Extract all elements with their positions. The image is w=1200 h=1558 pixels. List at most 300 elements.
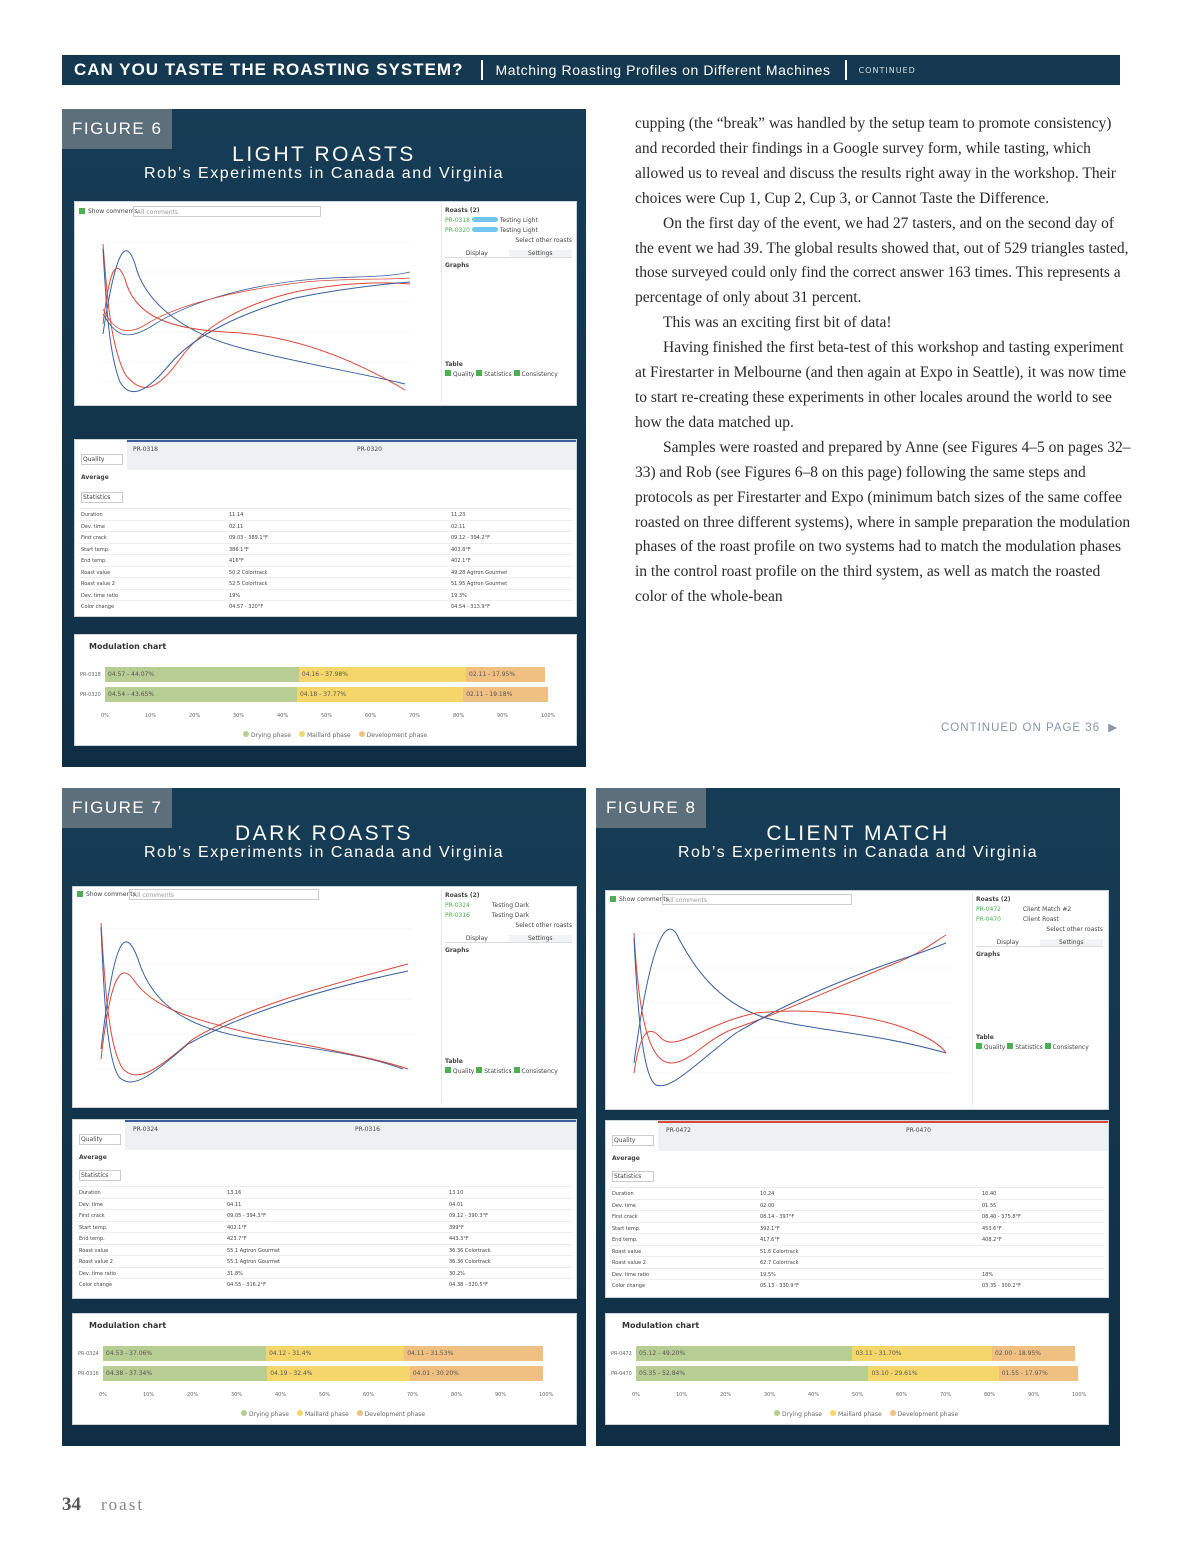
legend-label: Development phase [897,1411,959,1418]
table-row [610,1222,1104,1234]
statistics-checkbox[interactable] [1007,1043,1013,1049]
consistency-checkbox[interactable] [514,370,520,376]
figure-tag: FIGURE 6 [62,109,172,149]
row-label: End temp. [81,558,107,564]
axis-tick-label: 30% [233,713,245,719]
quality-checkbox[interactable] [445,370,451,376]
table-label: Table [445,1058,463,1065]
show-comments-checkbox[interactable] [79,208,85,214]
axis-tick-label: 10% [676,1392,688,1398]
header-divider [481,60,483,80]
roast-item[interactable]: PR-0316 Testing Dark [445,912,530,919]
consistency-checkbox[interactable] [1045,1043,1051,1049]
modulation-bars [75,635,576,745]
average-label: Average [79,1154,107,1161]
paragraph: This was an exciting first bit of data! [663,314,892,332]
show-comments-label: Show comments [86,891,136,898]
table-col-roast: PR-0472 [666,1127,691,1134]
statistics-table-card [72,1119,577,1299]
legend-label: Maillard phase [304,1411,349,1418]
cell-value: 13.16 [227,1190,242,1196]
modulation-chart-title: Modulation chart [622,1321,700,1330]
modulation-row-label: PR-0470 [611,1371,632,1377]
cell-value: 03.35 - 300.2°F [982,1283,1021,1289]
bean-temp-red [103,244,410,388]
modulation-row-label: PR-0316 [78,1371,99,1377]
figure-subtitle: Rob’s Experiments in Canada and Virginia [677,844,1039,861]
table-row [79,600,572,612]
table-row [77,1186,572,1198]
table-options: Quality Statistics Consistency [445,1067,572,1075]
axis-tick-label: 10% [145,713,157,719]
development-phase-bar: 02.11 - 17.95% [466,667,545,682]
roast-curve-chart [616,913,961,1106]
modulation-legend [766,1410,958,1418]
table-row [79,589,572,601]
modulation-row-label: PR-0324 [78,1351,99,1357]
cell-value: 36.36 Colortrack [449,1259,491,1265]
row-label: Dev. time ratio [612,1271,650,1278]
axis-tick-label: 100% [541,713,556,719]
row-label: Dev. time [79,1201,103,1208]
paragraph: cupping (the “break” was handled by the setup team to promote consistency) and recorded their findings in a Google survey form, while tasting, which allowed us to reveal and discuss the results right away in the workshop. Their choices were Cup 1, Cup 2, Cup 3, or Cannot Taste the Difference. [635,115,1116,207]
drying-phase-bar: 04.54 - 43.65% [105,687,297,702]
row-label: Dev. time ratio [81,592,119,599]
legend-label: Maillard phase [306,732,351,739]
axis-tick-label: 10% [143,1392,155,1398]
axis-tick-label: 50% [319,1392,331,1398]
table-row [77,1221,572,1233]
axis-tick-label: 90% [495,1392,507,1398]
bean-temp-blue [634,938,946,1086]
axis-tick-label: 80% [451,1392,463,1398]
table-row [77,1267,572,1279]
table-row [610,1279,1104,1291]
cell-value: 399°F [449,1224,464,1231]
modulation-bars [606,1314,1108,1424]
maillard-phase-bar: 03.11 - 31.70% [852,1346,991,1361]
axis-tick-label: 40% [277,713,289,719]
maillard-phase-bar: 04.18 - 37.77% [297,687,463,702]
table-header-bar [127,440,576,470]
roast-item[interactable]: PR-0470 Client Roast [976,916,1059,923]
cell-value: 04.01 [449,1201,464,1208]
modulation-chart-card [605,1313,1109,1425]
tab-settings[interactable]: Settings [509,250,573,257]
select-other-roasts-link[interactable]: Select other roasts [515,922,572,929]
axis-tick-label: 30% [764,1392,776,1398]
table-row [610,1210,1104,1222]
paragraph: Samples were roasted and prepared by Anne (see Figures 4–5 on pages 32–33) and Rob (see Figures 6–8 on this page) following the same steps and protocols as per Firestarter and Expo (minimum batch sizes of the same coffee roasted on three different systems), where in sample preparation the modulation phases of the roast profile on two systems had to match the modulation phases in the control roast profile on the third system, as well as match the roasted color of the whole-bean [635,438,1131,606]
roast-item[interactable]: PR-0320 Testing Light [445,227,538,234]
cell-value: 11.23 [451,512,466,518]
running-header [62,55,1120,85]
cell-value: 402.1°F [451,558,471,564]
legend-swatch [359,731,365,737]
tab-settings[interactable]: Settings [1040,939,1104,946]
figure-subtitle: Rob’s Experiments in Canada and Virginia [143,844,505,861]
axis-tick-label: 20% [720,1392,732,1398]
table-label: Table [445,361,463,368]
row-label: Roast value [81,569,111,576]
axis-tick-label: 100% [1072,1392,1087,1398]
cell-value: 55.1 Agtron Gourmet [227,1259,281,1265]
statistics-select[interactable]: Statistics [612,1171,654,1182]
row-label: First crack [612,1214,638,1220]
axis-tick-label: 90% [497,713,509,719]
roast-color-pill [472,227,498,232]
legend-label: Drying phase [782,1411,822,1418]
legend-swatch [830,1410,836,1416]
cell-value: 31.8% [227,1270,243,1277]
figure-title: DARK ROASTS [234,822,414,845]
development-phase-bar: 01.55 - 17.97% [999,1366,1078,1381]
figure-7-panel [62,788,586,1446]
row-label: Duration [612,1191,634,1197]
ror-red [103,268,405,390]
cell-value: 453.6°F [982,1225,1002,1232]
roast-selector-sidebar [441,204,575,402]
axis-tick-label: 50% [852,1392,864,1398]
bean-temp-blue [103,249,410,392]
axis-tick-label: 90% [1028,1392,1040,1398]
row-label: Color change [79,1282,113,1288]
table-row [77,1244,572,1256]
legend-label: Development phase [366,732,428,739]
axis-tick-label: 100% [539,1392,554,1398]
modulation-row-label: PR-0472 [611,1351,632,1357]
page-footer [62,1494,144,1516]
cell-value: 403.8°F [451,546,471,553]
paragraph: Having finished the first beta-test of this workshop and tasting experiment at Firestarter in Melbourne (and then again at Expo in Seattle), it was now time to start re-creating these experiments in other locales around the world to see how the data matched up. [635,339,1127,431]
legend-swatch [299,731,305,737]
table-row [77,1255,572,1267]
table-col-roast: PR-0320 [357,446,382,453]
quality-checkbox[interactable] [445,1067,451,1073]
modulation-chart-title: Modulation chart [89,1321,167,1330]
display-settings-tabs [445,935,572,943]
select-other-roasts-link[interactable]: Select other roasts [515,237,572,244]
table-row [77,1209,572,1221]
graphs-label: Graphs [445,262,470,269]
cell-value: 386.1°F [229,546,249,553]
axis-tick-label: 40% [808,1392,820,1398]
continued-label: CONTINUED [858,65,916,75]
modulation-chart-title: Modulation chart [89,642,167,651]
bean-temp-red [634,933,946,1063]
cell-value: 08.40 - 375.8°F [982,1214,1021,1220]
drying-phase-bar: 04.53 - 37.06% [103,1346,266,1361]
roast-item[interactable]: PR-0472 Client Match #2 [976,906,1072,913]
cell-value: 11.14 [229,512,244,518]
development-phase-bar: 02.11 - 19.18% [463,687,547,702]
modulation-chart-card [74,634,577,746]
statistics-select[interactable]: Statistics [81,492,123,503]
cell-value: 443.3°F [449,1236,469,1242]
cell-value: 52.5 Colortrack [229,581,268,587]
table-row [79,577,572,589]
cell-value: 01.55 [982,1202,997,1209]
display-settings-tabs [445,250,572,258]
tab-display[interactable]: Display [996,939,1019,946]
legend-swatch [241,1410,247,1416]
table-row [79,554,572,566]
header-divider [845,60,847,80]
row-label: First crack [79,1213,105,1219]
cell-value: 04.11 [227,1201,242,1208]
development-phase-bar: 04.01 - 30.20% [410,1366,543,1381]
row-label: Roast value 2 [81,581,115,587]
legend-swatch [297,1410,303,1416]
axis-tick-label: 50% [321,713,333,719]
roast-color-pill [472,217,498,222]
play-arrow-icon: ▶ [1108,722,1119,734]
cell-value: 10.24 [760,1191,775,1197]
legend-label: Maillard phase [837,1411,882,1418]
axis-tick-label: 60% [896,1392,908,1398]
quality-select[interactable]: Quality [79,1134,121,1145]
quality-select[interactable]: Quality [81,454,123,465]
table-row [77,1198,572,1210]
row-label: Duration [81,512,103,518]
comments-select[interactable]: All comments [133,206,321,217]
table-label: Table [976,1034,994,1041]
article-body [635,112,1133,610]
page-number: 34 [62,1494,81,1515]
figure-tag: FIGURE 7 [62,788,172,828]
table-row [79,508,572,520]
consistency-checkbox[interactable] [514,1067,520,1073]
roast-item[interactable]: PR-0324 Testing Dark [445,902,530,909]
ror-blue [101,942,403,1069]
quality-checkbox[interactable] [976,1043,982,1049]
display-settings-tabs [976,939,1103,947]
table-row [610,1199,1104,1211]
show-comments-label: Show comments [619,896,669,903]
roasts-label: Roasts (2) [445,207,480,214]
show-comments-checkbox[interactable] [610,896,616,902]
cell-value: 55.1 Agtron Gourmet [227,1247,281,1254]
figure-tag: FIGURE 8 [596,788,706,828]
table-row [79,543,572,555]
cell-value: 408.2°F [982,1237,1002,1243]
comments-select[interactable]: All comments [662,894,852,905]
section-title: CAN YOU TASTE THE ROASTING SYSTEM? [74,60,464,79]
roast-item[interactable]: PR-0318 Testing Light [445,217,538,224]
continued-on-link[interactable] [941,720,1118,734]
tab-display[interactable]: Display [465,935,488,942]
axis-tick-label: 80% [453,713,465,719]
statistics-select[interactable]: Statistics [79,1170,121,1181]
row-label: Color change [612,1283,646,1289]
average-label: Average [612,1155,640,1162]
row-label: End temp. [612,1237,638,1243]
show-comments-label: Show comments [88,208,138,215]
cell-value: 62.7 Colortrack [760,1260,799,1266]
table-header-bar [125,1120,576,1150]
axis-tick-label: 0% [101,713,109,719]
cell-value: 402.1°F [227,1224,247,1231]
show-comments-checkbox[interactable] [77,891,83,897]
graphs-label: Graphs [445,947,470,954]
table-col-roast: PR-0316 [355,1126,380,1133]
ror-red [101,973,408,1069]
quality-select[interactable]: Quality [612,1135,654,1146]
cell-value: 19% [229,592,241,599]
bean-temp-blue [101,927,408,1082]
roasts-label: Roasts (2) [445,892,480,899]
cell-value: 05.13 - 330.9°F [760,1283,799,1289]
development-phase-bar: 04.11 - 31.53% [404,1346,543,1361]
cell-value: 36.36 Colortrack [449,1247,491,1254]
legend-label: Drying phase [251,732,291,739]
axis-tick-label: 60% [363,1392,375,1398]
row-label: Roast value [612,1248,642,1255]
roast-curve-card [605,890,1109,1110]
cell-value: 19.5% [760,1271,776,1278]
roast-curve-chart [85,224,420,402]
cell-value: 04.57 - 320°F [229,604,264,610]
table-row [79,520,572,532]
cell-value: 09.12 - 394.2°F [451,535,490,541]
cell-value: 19.3% [451,592,467,599]
cell-value: 09.12 - 390.3°F [449,1213,488,1219]
table-row [610,1187,1104,1199]
cell-value: 417.6°F [760,1237,780,1243]
modulation-bars [73,1314,576,1424]
select-other-roasts-link[interactable]: Select other roasts [1046,926,1103,933]
roast-curve-card [72,886,577,1108]
modulation-row-label: PR-0318 [80,672,101,678]
figure-title: CLIENT MATCH [766,822,950,845]
row-label: Dev. time ratio [79,1270,117,1277]
table-options: Quality Statistics Consistency [445,370,572,378]
statistics-table-card [74,439,577,617]
ror-blue [634,929,946,1063]
axis-tick-label: 0% [99,1392,107,1398]
magazine-name: roast [101,1495,145,1514]
figure-8-panel [596,788,1120,1446]
row-label: End temp. [79,1236,105,1242]
drying-phase-bar: 05.35 - 52.84% [636,1366,868,1381]
graphs-label: Graphs [976,951,1001,958]
legend-label: Development phase [364,1411,426,1418]
statistics-checkbox[interactable] [476,370,482,376]
cell-value: 09.03 - 389.1°F [229,535,268,541]
roast-selector-sidebar [972,893,1106,1105]
table-row [77,1232,572,1244]
table-header-bar [658,1121,1108,1151]
cell-value: 13.10 [449,1190,464,1196]
roasts-label: Roasts (2) [976,896,1011,903]
drying-phase-bar: 04.38 - 37.34% [103,1366,267,1381]
cell-value: 49.28 Agtron Gourmet [451,569,508,576]
tab-settings[interactable]: Settings [509,935,573,942]
row-label: Roast value [79,1247,109,1254]
figure-subtitle: Rob’s Experiments in Canada and Virginia [143,165,505,182]
modulation-row-label: PR-0320 [80,692,101,698]
modulation-legend [235,731,427,739]
legend-label: Drying phase [249,1411,289,1418]
cell-value: 04.55 - 316.2°F [227,1282,266,1288]
cell-value: 02.11 [229,523,244,530]
modulation-legend [233,1410,425,1418]
cell-value: 51.6 Colortrack [760,1248,799,1255]
table-row [610,1245,1104,1257]
maillard-phase-bar: 04.19 - 32.4% [267,1366,410,1381]
row-label: Dev. time [81,523,105,530]
row-label: Start temp. [81,546,110,553]
table-row [610,1256,1104,1268]
legend-swatch [774,1410,780,1416]
maillard-phase-bar: 03.10 - 29.61% [868,1366,998,1381]
figure-title: LIGHT ROASTS [232,143,416,166]
row-label: Color change [81,604,115,610]
table-col-roast: PR-0324 [133,1126,158,1133]
row-label: Dev. time [612,1202,636,1209]
roast-curve-card [74,201,577,406]
row-label: Start temp. [79,1224,108,1231]
cell-value: 04.54 - 313.9°F [451,604,490,610]
row-label: Roast value 2 [612,1260,646,1266]
row-label: Duration [79,1190,101,1196]
statistics-checkbox[interactable] [476,1067,482,1073]
roast-curve-chart [83,909,423,1104]
average-label: Average [81,474,109,481]
axis-tick-label: 60% [365,713,377,719]
cell-value: 10.40 [982,1191,997,1197]
axis-tick-label: 20% [187,1392,199,1398]
ror-blue [103,251,405,384]
axis-tick-label: 0% [632,1392,640,1398]
table-row [79,566,572,578]
tab-display[interactable]: Display [465,250,488,257]
maillard-phase-bar: 04.16 - 37.98% [299,667,466,682]
cell-value: 392.1°F [760,1225,780,1232]
cell-value: 09.05 - 394.3°F [227,1213,266,1219]
figure-6-panel [62,109,586,767]
cell-value: 02.11 [451,523,466,530]
drying-phase-bar: 04.57 - 44.07% [105,667,299,682]
legend-swatch [890,1410,896,1416]
legend-swatch [357,1410,363,1416]
axis-tick-label: 20% [189,713,201,719]
cell-value: 50.2 Colortrack [229,569,268,576]
legend-swatch [243,731,249,737]
table-row [610,1268,1104,1280]
axis-tick-label: 40% [275,1392,287,1398]
cell-value: 02.00 [760,1202,775,1209]
comments-select[interactable]: All comments [129,889,319,900]
axis-tick-label: 80% [984,1392,996,1398]
roast-selector-sidebar [441,889,575,1103]
modulation-chart-card [72,1313,577,1425]
cell-value: 423.7°F [227,1236,247,1242]
continued-text: CONTINUED ON PAGE 36 [941,722,1101,734]
table-col-roast: PR-0470 [906,1127,931,1134]
axis-tick-label: 70% [409,713,421,719]
cell-value: 416°F [229,558,244,564]
table-row [610,1233,1104,1245]
maillard-phase-bar: 04.12 - 31.4% [266,1346,404,1361]
row-label: First crack [81,535,107,541]
cell-value: 18% [982,1271,994,1278]
axis-tick-label: 30% [231,1392,243,1398]
paragraph: On the first day of the event, we had 27 tasters, and on the second day of the event we had 39. The global results showed that, out of 529 triangles tasted, those surveyed could only find the correct answer 163 times. This represents a percentage of only about 31 percent. [635,214,1129,307]
cell-value: 30.2% [449,1270,465,1277]
drying-phase-bar: 05.12 - 49.20% [636,1346,852,1361]
section-subtitle: Matching Roasting Profiles on Different Machines [495,62,831,78]
